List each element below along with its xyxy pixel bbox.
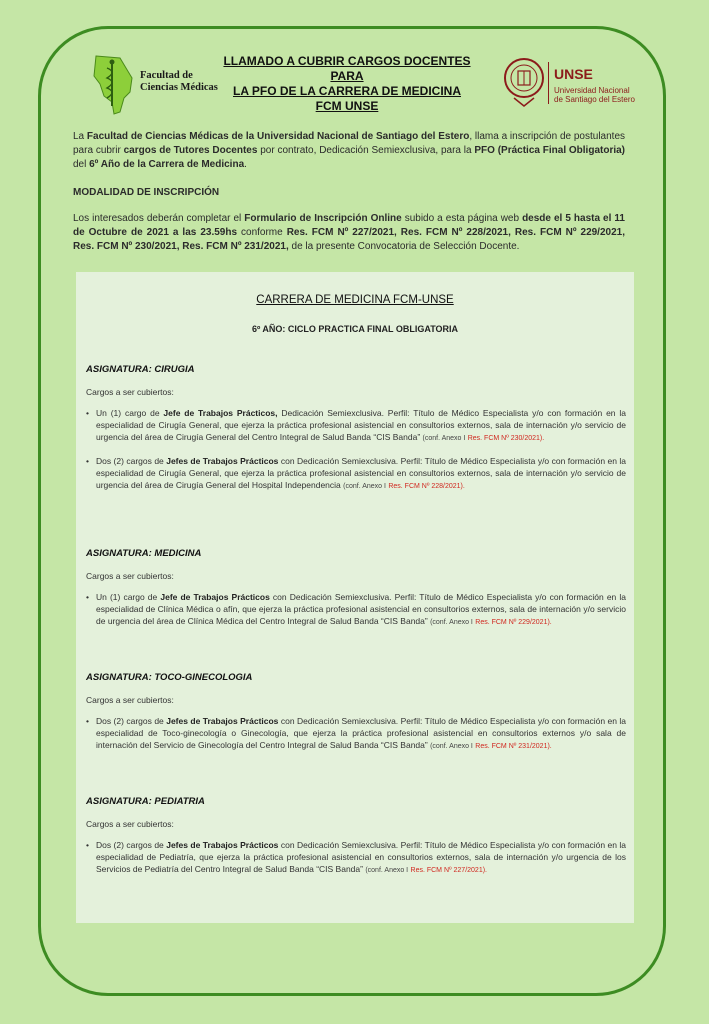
unse-sub-line1: Universidad Nacional bbox=[554, 86, 630, 95]
cargo-description: con Dedicación Semiexclusiva. Perfil: Título de Médico Especialista y/o con formación en la especialidad de Clínica Médica o afín, que ejerza la práctica profesional asistencial en consultorios externos, sala de internación y/o servicio de urgencia del área de Clínica Médica del Centro Integral de Salud Banda “CIS Banda” bbox=[96, 592, 626, 626]
panel-title: CARRERA DE MEDICINA FCM-UNSE bbox=[256, 294, 454, 306]
cargo-pre: Dos (2) cargos de bbox=[96, 716, 167, 726]
conf-close: ). bbox=[482, 867, 487, 874]
cargo-pre: Un (1) cargo de bbox=[96, 592, 161, 602]
title-line3: FCM UNSE bbox=[315, 99, 379, 113]
intro-bold-1: Facultad de Ciencias Médicas de la Universidad Nacional de Santiago del Estero bbox=[86, 131, 470, 142]
conf-close: ). bbox=[547, 743, 552, 750]
interesados-text-3: conforme bbox=[237, 227, 287, 238]
cargo-role: Jefes de Trabajos Prácticos bbox=[166, 456, 279, 466]
cargo-description: Dedicación Semiexclusiva. Perfil: Título de Médico Especialista y/o con formación en la especialidad de Cirugía General, que ejerza la práctica profesional asistencial en consultorios externos, sala de internación y/o servicio de urgencia del área de Cirugía General del Centro Integral de Salud Banda “CIS Banda” bbox=[96, 408, 626, 442]
intro-paragraph bbox=[73, 130, 625, 172]
conf-label: (conf. Anexo I bbox=[430, 619, 473, 626]
asignatura-heading: ASIGNATURA: MEDICINA bbox=[86, 548, 202, 559]
bullet: • bbox=[86, 840, 89, 850]
interesados-bold-3: Res. FCM Nº 227/2021, Res. FCM Nº 228/2021, Res. FCM Nº 229/2021, Res. FCM Nº 230/2021, Res. FCM Nº 231/2021, bbox=[73, 227, 625, 252]
cargo-role: Jefes de Trabajos Prácticos bbox=[166, 840, 279, 850]
cargos-label: Cargos a ser cubiertos: bbox=[86, 571, 174, 581]
interesados-bold-1: Formulario de Inscripción Online bbox=[244, 213, 402, 224]
intro-bold-4: 6º Año de la Carrera de Medicina bbox=[89, 159, 245, 170]
modalidad-heading: MODALIDAD DE INSCRIPCIÓN bbox=[73, 187, 220, 198]
province-map-caduceus-icon bbox=[90, 54, 138, 116]
intro-text-5: . bbox=[244, 159, 247, 170]
intro-text-1: La bbox=[73, 131, 87, 142]
cargo-item bbox=[86, 715, 626, 753]
cargo-role: Jefe de Trabajos Prácticos bbox=[160, 592, 270, 602]
cargo-description: con Dedicación Semiexclusiva. Perfil: Título de Médico Especialista y/o con formación en la especialidad de Cirugía General, que ejerza la práctica profesional asistencial en consultorios externos, sala de internación y/o servicio de urgencia del área de Cirugía General del Hospital Independencia bbox=[96, 456, 626, 490]
intro-text-4: del bbox=[73, 159, 90, 170]
university-seal-icon bbox=[502, 54, 546, 110]
resolution-link[interactable]: Res. FCM Nº 228/2021 bbox=[388, 483, 461, 490]
document-title bbox=[206, 54, 488, 114]
fcm-name-line1: Facultad de bbox=[140, 70, 193, 81]
cargo-pre: Dos (2) cargos de bbox=[96, 456, 167, 466]
fcm-logo bbox=[86, 52, 226, 118]
bullet: • bbox=[86, 716, 89, 726]
asignatura-heading: ASIGNATURA: TOCO-GINECOLOGIA bbox=[86, 672, 253, 683]
section-pediatria bbox=[86, 796, 626, 877]
conf-close: ). bbox=[460, 483, 465, 490]
cargos-label: Cargos a ser cubiertos: bbox=[86, 819, 174, 829]
interesados-text-1: Los interesados deberán completar el bbox=[73, 213, 245, 224]
fcm-name-line2: Ciencias Médicas bbox=[140, 82, 218, 93]
cargo-role: Jefe de Trabajos Prácticos, bbox=[163, 408, 278, 418]
cargo-pre: Un (1) cargo de bbox=[96, 408, 164, 418]
intro-text-3: por contrato, Dedicación Semiexclusiva, para la bbox=[257, 145, 475, 156]
cargos-label: Cargos a ser cubiertos: bbox=[86, 695, 174, 705]
intro-bold-3: PFO (Práctica Final Obligatoria) bbox=[474, 145, 626, 156]
unse-sub-line2: de Santiago del Estero bbox=[554, 95, 635, 104]
conf-label: (conf. Anexo I bbox=[422, 435, 466, 442]
conf-close: ). bbox=[539, 435, 545, 442]
bullet: • bbox=[86, 592, 89, 602]
cargos-label: Cargos a ser cubiertos: bbox=[86, 387, 174, 397]
resolution-link[interactable]: Res. FCM Nº 229/2021 bbox=[475, 619, 548, 626]
panel-subtitle: 6º AÑO: CICLO PRACTICA FINAL OBLIGATORIA bbox=[251, 324, 459, 334]
cargo-item bbox=[86, 407, 626, 445]
conf-label: (conf. Anexo I bbox=[365, 867, 409, 874]
cargo-role: Jefes de Trabajos Prácticos bbox=[166, 716, 279, 726]
conf-label: (conf. Anexo I bbox=[343, 483, 386, 490]
cargo-description: con Dedicación Semiexclusiva. Perfil: Título de Médico Especialista y/o con formación en la especialidad de Toco-ginecología o Ginecología, que ejerza la práctica profesional asistencial en consultorios externos y/o sala de internación del Servicio de Ginecología del Centro Integral de Salud Banda “CIS Banda” bbox=[96, 716, 626, 750]
unse-full-name bbox=[554, 86, 635, 104]
title-line1: LLAMADO A CUBRIR CARGOS DOCENTES PARA bbox=[223, 54, 471, 83]
interesados-bold-2: desde el 5 hasta el 11 de Octubre de 2021 a las 23.59hs bbox=[73, 213, 625, 238]
section-cirugia bbox=[86, 364, 626, 493]
cargo-description: con Dedicación Semiexclusiva. Perfil: Título de Médico Especialista y/o con formación en la especialidad de Pediatría, que ejerza la práctica profesional asistencial en consultorios externos, sala de internación y/o urgencia de los Servicios de Pediatría del Centro Integral de Salud Banda “CIS Banda” bbox=[96, 840, 626, 874]
intro-bold-2: cargos de Tutores Docentes bbox=[123, 145, 258, 156]
bullet: • bbox=[86, 456, 89, 466]
section-medicina bbox=[86, 548, 626, 629]
asignatura-heading: ASIGNATURA: PEDIATRIA bbox=[86, 796, 205, 807]
title-line2: LA PFO DE LA CARRERA DE MEDICINA bbox=[233, 84, 461, 98]
cargo-item bbox=[86, 455, 626, 493]
intro-text-2: , llama a inscripción de postulantes para cubrir bbox=[73, 131, 626, 156]
section-toco-ginecologia bbox=[86, 672, 626, 753]
resolution-link[interactable]: Res. FCM Nº 230/2021 bbox=[467, 435, 540, 442]
cargo-item bbox=[86, 839, 626, 877]
document-header bbox=[86, 52, 646, 118]
interesados-paragraph bbox=[73, 212, 625, 254]
cargo-pre: Dos (2) cargos de bbox=[96, 840, 167, 850]
bullet: • bbox=[86, 408, 89, 418]
carrera-panel bbox=[76, 272, 634, 923]
unse-divider bbox=[548, 62, 549, 104]
unse-logo bbox=[502, 54, 652, 114]
interesados-text-4: de la presente Convocatoria de Selección Docente. bbox=[288, 241, 520, 252]
conf-label: (conf. Anexo I bbox=[430, 743, 473, 750]
resolution-link[interactable]: Res. FCM Nº 227/2021 bbox=[410, 867, 483, 874]
cargo-item bbox=[86, 591, 626, 629]
interesados-text-2: subido a esta página web bbox=[401, 213, 523, 224]
resolution-link[interactable]: Res. FCM Nº 231/2021 bbox=[475, 743, 548, 750]
unse-name: UNSE bbox=[554, 66, 593, 82]
asignatura-heading: ASIGNATURA: CIRUGIA bbox=[86, 364, 195, 375]
conf-close: ). bbox=[547, 619, 552, 626]
